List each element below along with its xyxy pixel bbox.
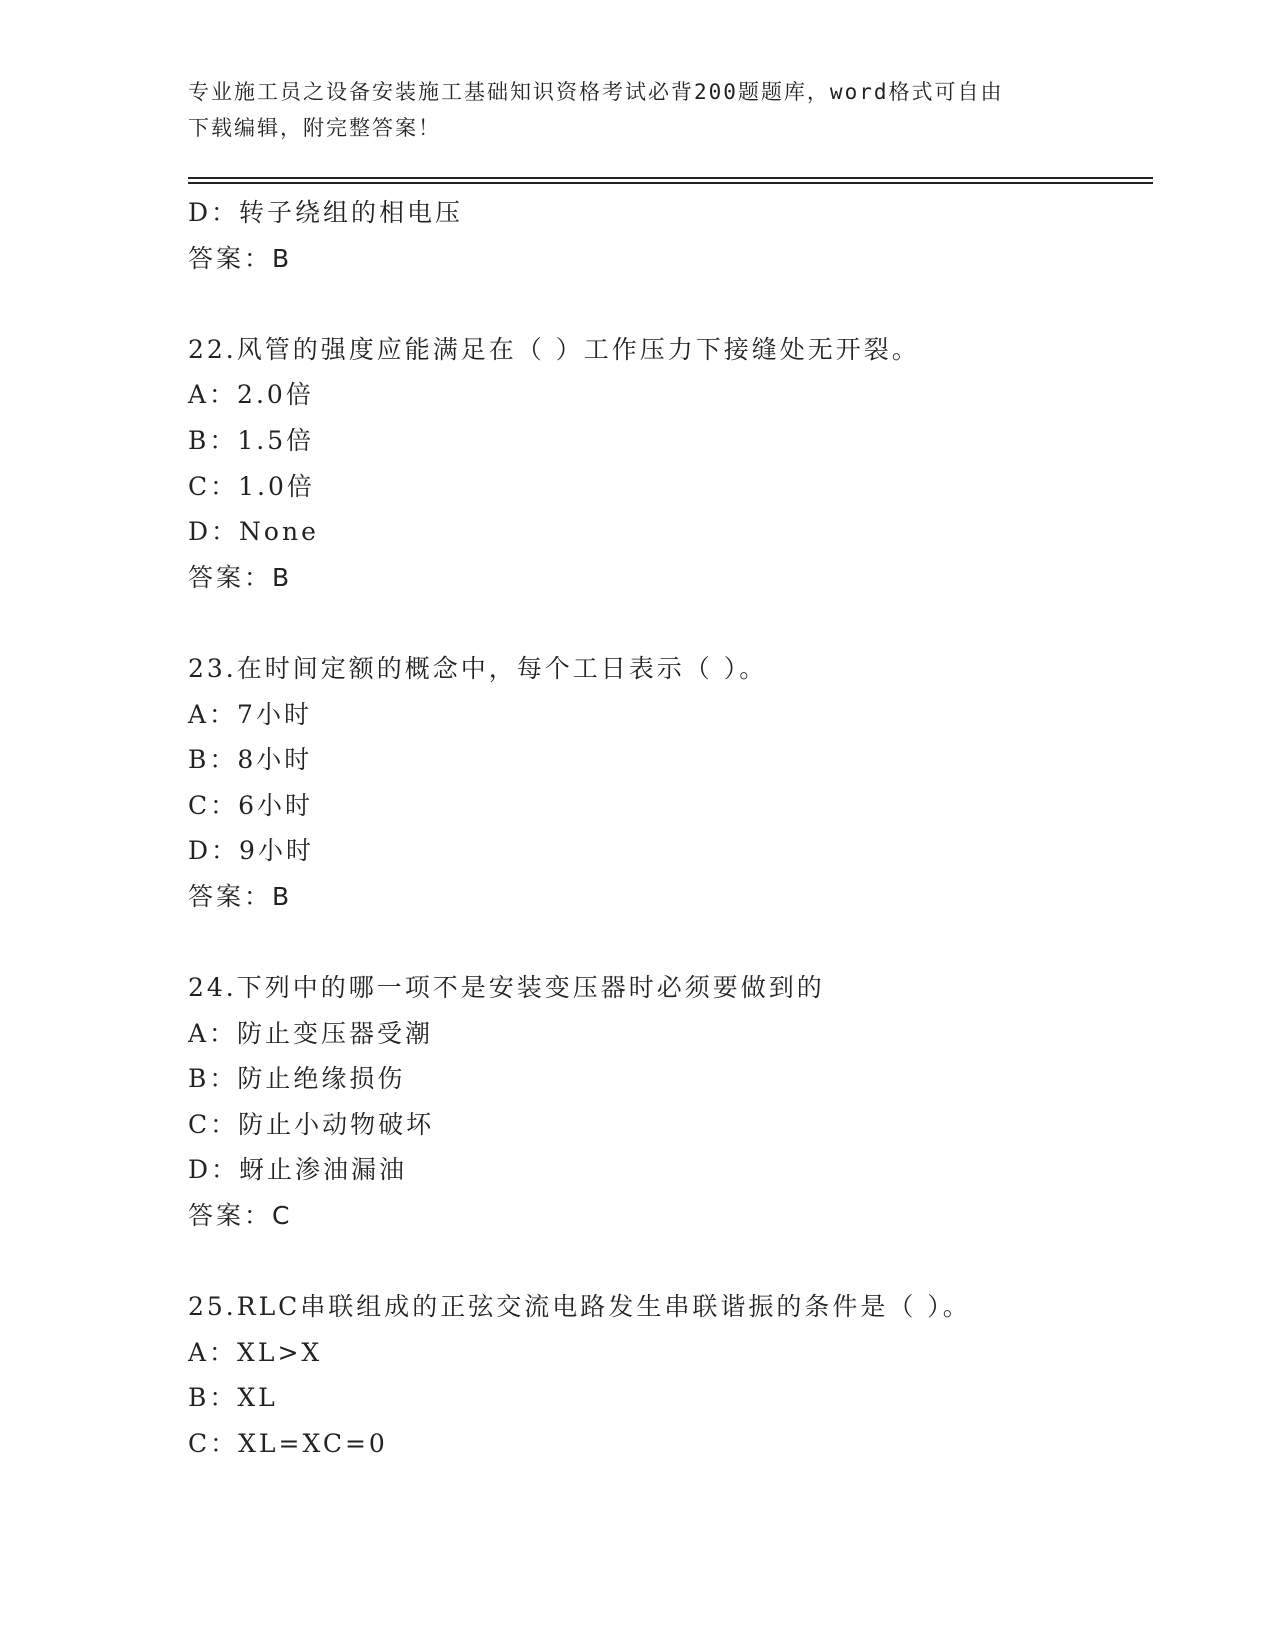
header-line-2: 下载编辑，附完整答案！ bbox=[188, 116, 441, 140]
block-spacer bbox=[188, 920, 1153, 966]
option-c: C：1.0倍 bbox=[188, 471, 315, 501]
option-b: B：8小时 bbox=[188, 745, 313, 775]
question-text: 25.RLC串联组成的正弦交流电路发生串联谐振的条件是（ ）。 bbox=[188, 1292, 971, 1322]
header-line-1: 专业施工员之设备安装施工基础知识资格考试必背200题题库，word格式可自由 bbox=[188, 80, 1004, 104]
option-a: A：防止变压器受潮 bbox=[188, 1018, 434, 1048]
option-c: C：6小时 bbox=[188, 790, 314, 820]
option-d: D：蚜止渗油漏油 bbox=[188, 1155, 408, 1185]
question-text: 23.在时间定额的概念中，每个工日表示（ ）。 bbox=[188, 653, 768, 683]
header-divider-bottom bbox=[188, 182, 1153, 184]
document-header bbox=[188, 74, 1088, 146]
question-block-23 bbox=[188, 646, 1153, 920]
block-spacer bbox=[188, 281, 1153, 327]
option-a: A：XL>X bbox=[188, 1337, 323, 1367]
question-text: 24.下列中的哪一项不是安装变压器时必须要做到的 bbox=[188, 973, 825, 1003]
option-a: A：2.0倍 bbox=[188, 380, 314, 410]
header-divider-top bbox=[188, 177, 1153, 179]
answer-line: 答案：B bbox=[188, 881, 293, 911]
question-block-22 bbox=[188, 327, 1153, 601]
option-c: C：防止小动物破坏 bbox=[188, 1109, 435, 1139]
option-b: B：XL bbox=[188, 1383, 278, 1413]
answer-line: 答案：B bbox=[188, 243, 293, 273]
block-spacer bbox=[188, 600, 1153, 646]
question-block-24 bbox=[188, 965, 1153, 1239]
option-b: B：防止绝缘损伤 bbox=[188, 1064, 406, 1094]
option-d: D：None bbox=[188, 517, 319, 547]
option-c: C：XL=XC=0 bbox=[188, 1429, 388, 1459]
question-block-25 bbox=[188, 1284, 1153, 1466]
question-list bbox=[188, 190, 1153, 1467]
answer-line: 答案：C bbox=[188, 1201, 293, 1231]
option-b: B：1.5倍 bbox=[188, 425, 315, 455]
answer-line: 答案：B bbox=[188, 562, 293, 592]
block-spacer bbox=[188, 1239, 1153, 1285]
question-block-21 bbox=[188, 190, 1153, 281]
option-a: A：7小时 bbox=[188, 699, 312, 729]
option-d: D：9小时 bbox=[188, 836, 314, 866]
question-text: 22.风管的强度应能满足在（ ）工作压力下接缝处无开裂。 bbox=[188, 334, 920, 364]
option-d: D：转子绕组的相电压 bbox=[188, 198, 464, 227]
